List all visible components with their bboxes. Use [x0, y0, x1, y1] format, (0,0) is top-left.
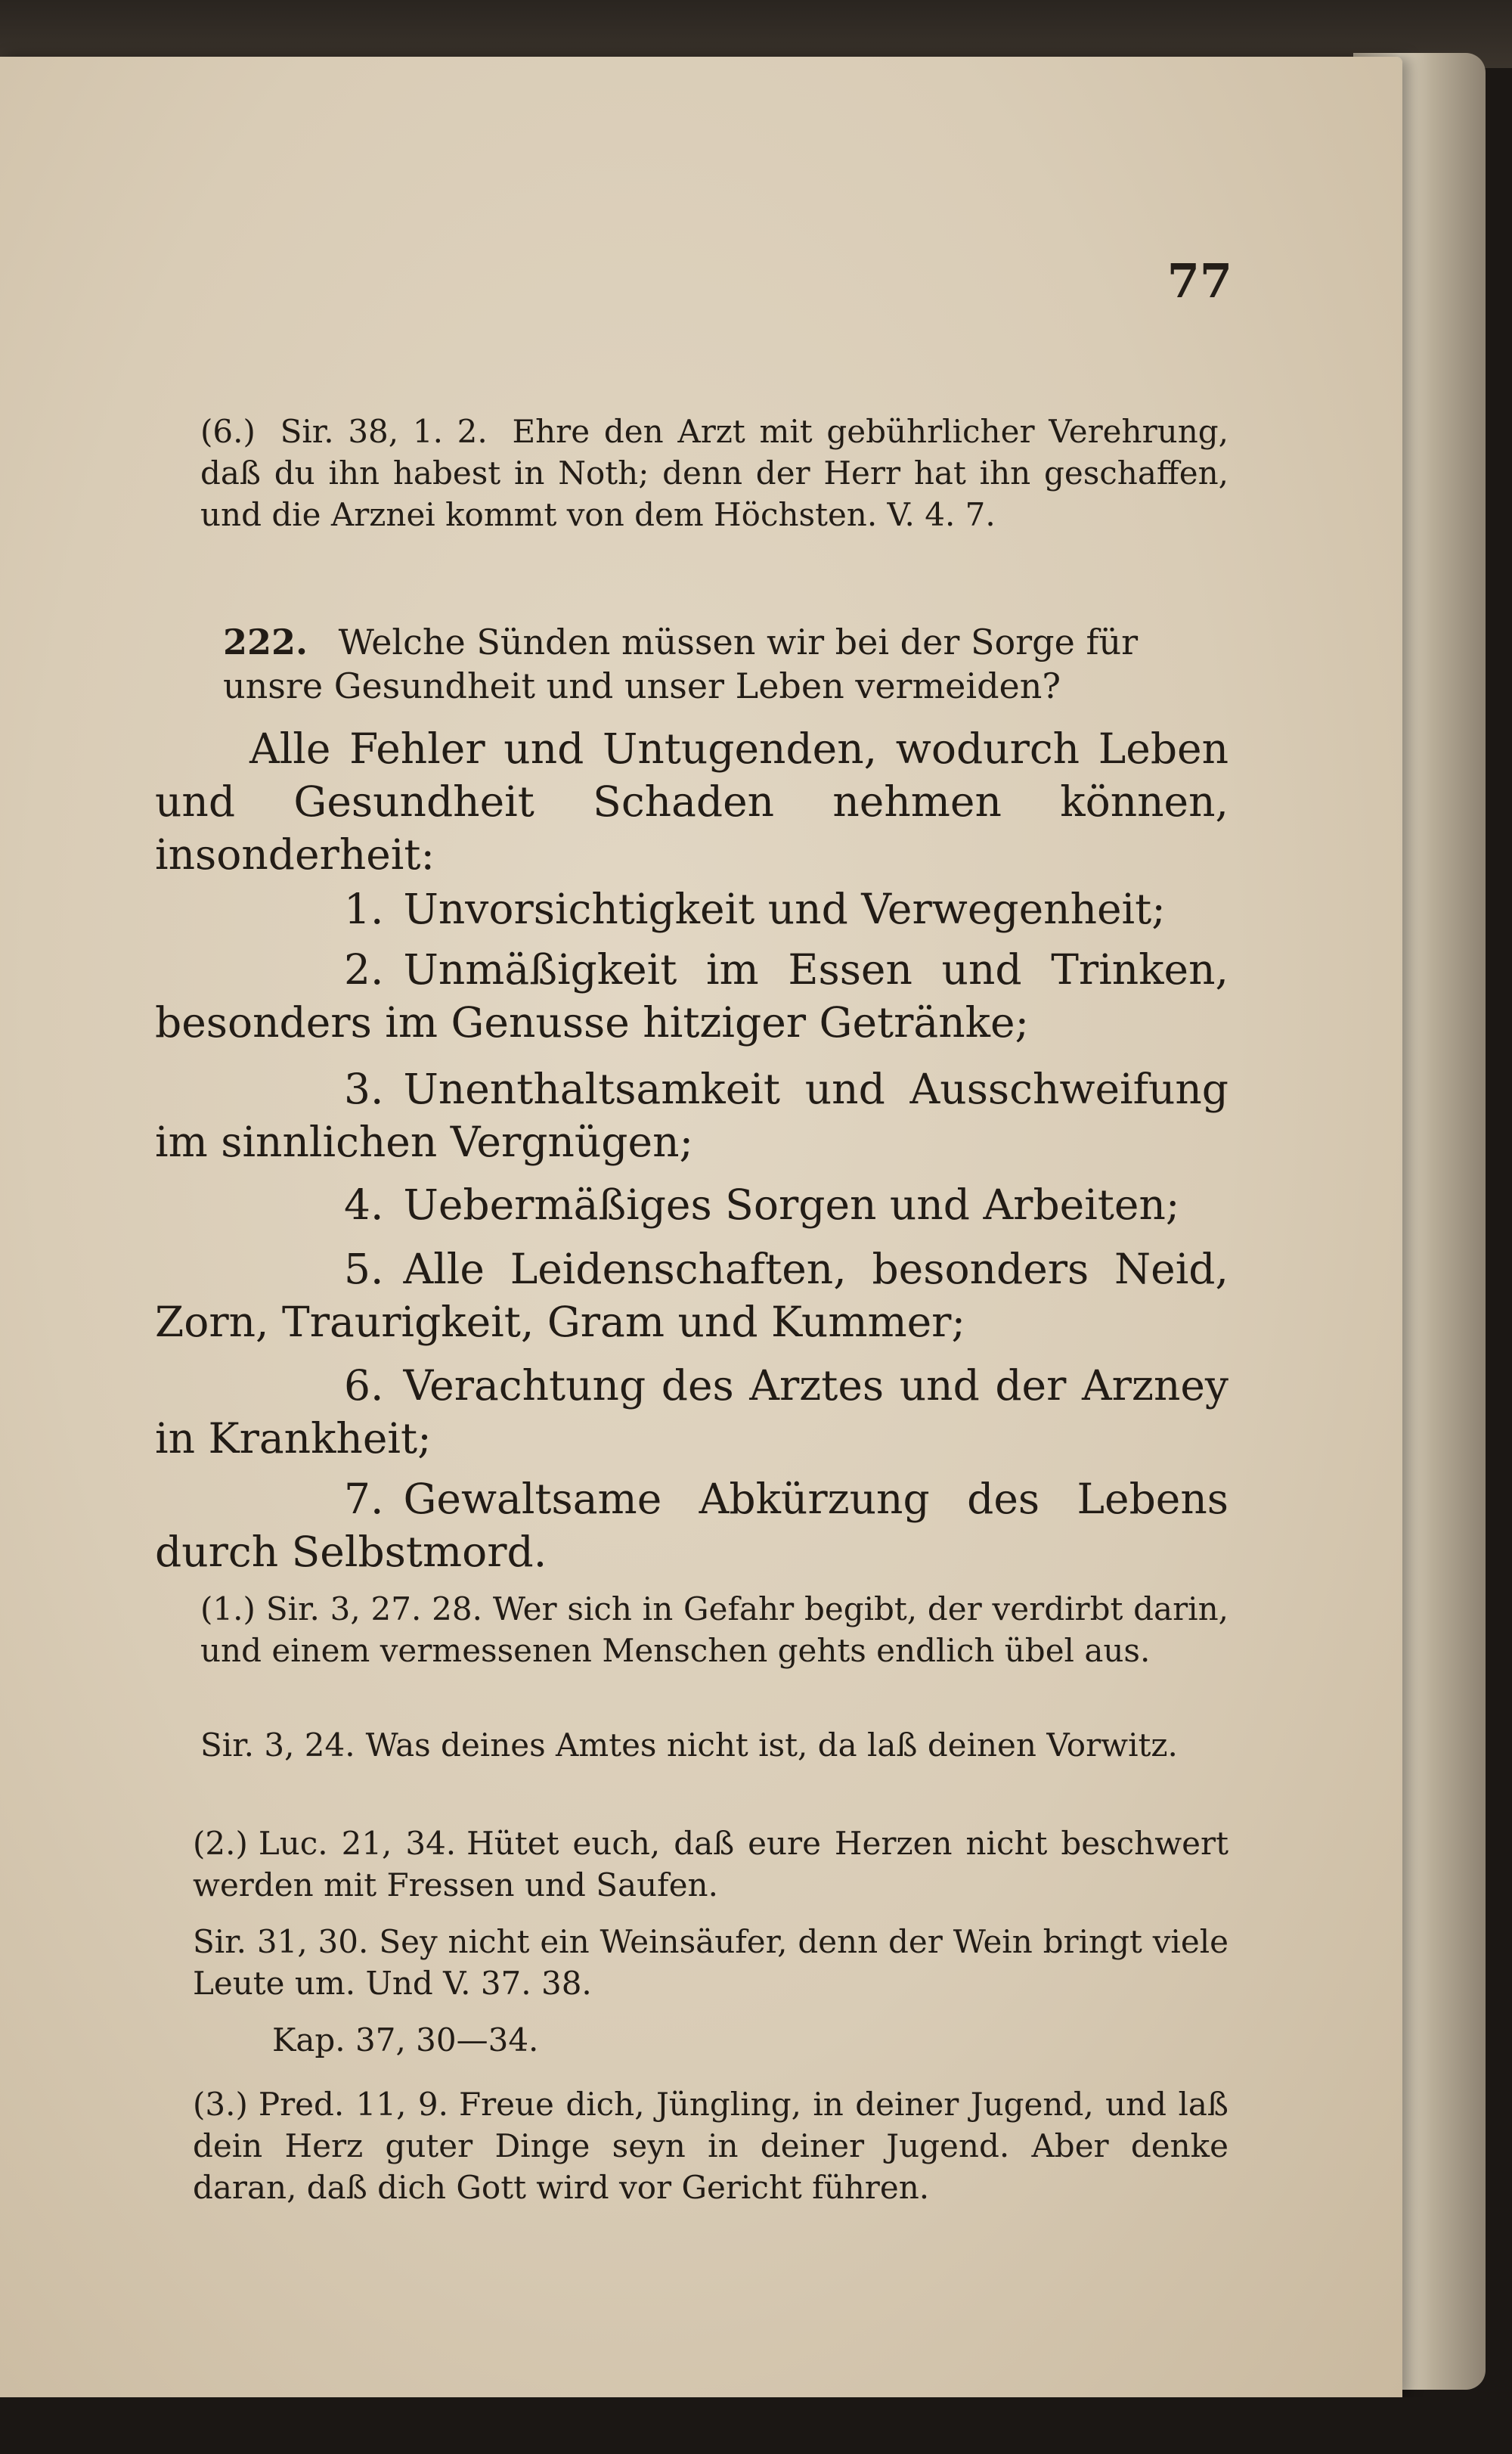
footnote-6	[200, 411, 1228, 535]
footnote-text: Ehre den Arzt mit gebührlicher Verehrung, daß du ihn habest in Noth; denn der Herr hat ihn geschaffen, und die Arznei kommt von dem Höchsten. V. 4. 7.	[200, 413, 1228, 533]
background-shelf	[0, 2397, 1512, 2454]
reference-2b: Sir. 31, 30. Sey nicht ein Weinsäufer, denn der Wein bringt viele Leute um. Und V. 37. 38.	[193, 1923, 1229, 2002]
footnote-marker: (6.)	[200, 413, 256, 450]
reference-3: (3.) Pred. 11, 9. Freue dich, Jüngling, in deiner Jugend, und laß dein Herz guter Dinge seyn in deiner Jugend. Aber denke daran, daß dich Gott wird vor Gericht führen.	[193, 2086, 1228, 2206]
page-number: 77	[1167, 253, 1232, 309]
question-number: 222.	[223, 622, 308, 662]
reference-1: (1.) Sir. 3, 27. 28. Wer sich in Gefahr begibt, der verdirbt darin, und einem vermessenen Menschen gehts endlich übel aus.	[200, 1590, 1228, 1669]
answer-item-2: 2. Unmäßigkeit im Essen und Trinken, besonders im Genusse hitziger Getränke;	[155, 945, 1228, 1047]
answer-item-6: 6. Verachtung des Arztes und der Arzney in Krankheit;	[155, 1361, 1228, 1463]
answer-item-3: 3. Unenthaltsamkeit und Ausschweifung im sinnlichen Vergnügen;	[155, 1065, 1228, 1166]
answer-intro: Alle Fehler und Untugenden, wodurch Leben und Gesundheit Schaden nehmen können, insonderheit:	[155, 724, 1228, 879]
question-222	[223, 620, 1221, 708]
answer-item-7: 7. Gewaltsame Abkürzung des Lebens durch Selbstmord.	[155, 1475, 1228, 1576]
question-text: Welche Sünden müssen wir bei der Sorge für unsre Gesundheit und unser Leben vermeiden?	[223, 622, 1139, 706]
reference-2: (2.) Luc. 21, 34. Hütet euch, daß eure Herzen nicht beschwert werden mit Fressen und Saufen.	[193, 1825, 1228, 1903]
footnote-reference: Sir. 38, 1. 2.	[280, 413, 488, 450]
book-page	[0, 57, 1402, 2397]
answer-item-5: 5. Alle Leidenschaften, besonders Neid, Zorn, Traurigkeit, Gram und Kummer;	[155, 1245, 1228, 1346]
reference-1b: Sir. 3, 24. Was deines Amtes nicht ist, da laß deinen Vorwitz.	[200, 1726, 1178, 1764]
answer-item-1: 1. Unvorsichtigkeit und Verwegenheit;	[344, 885, 1166, 933]
reference-2c: Kap. 37, 30—34.	[272, 2021, 539, 2058]
answer-item-4: 4. Uebermäßiges Sorgen und Arbeiten;	[344, 1180, 1180, 1229]
